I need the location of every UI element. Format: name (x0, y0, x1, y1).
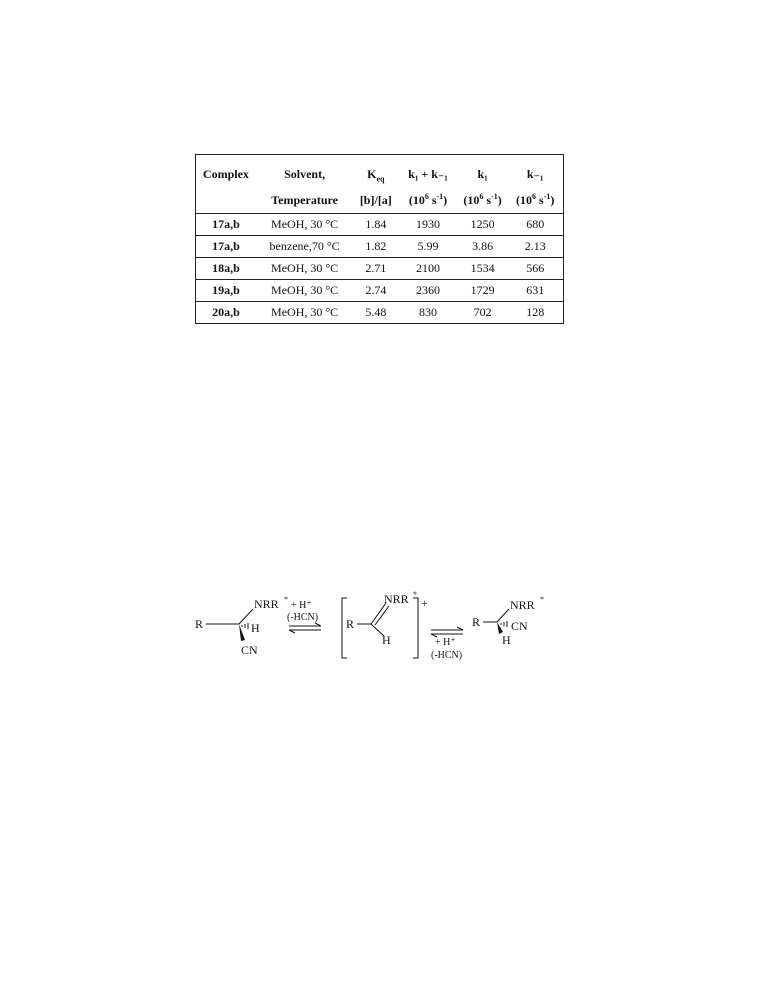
cell-keq: 2.71 (353, 258, 398, 280)
middle-r-label: R (346, 617, 355, 631)
middle-star: * (413, 590, 417, 599)
header-temperature: Temperature (256, 193, 354, 214)
cell-keq: 5.48 (353, 302, 398, 324)
cell-km1: 128 (507, 302, 563, 324)
equilibrium-arrow-2 (431, 627, 463, 661)
reaction-scheme (195, 588, 575, 668)
cell-complex: 20a,b (196, 302, 256, 324)
header-k1: k₁ (477, 166, 488, 181)
left-molecule (195, 595, 288, 657)
cell-solvent: MeOH, 30 °C (256, 302, 354, 324)
header-km1: k₋₁ (526, 166, 544, 181)
cell-complex: 18a,b (196, 258, 256, 280)
cell-ksum: 830 (398, 302, 458, 324)
cell-km1: 566 (507, 258, 563, 280)
arrow2-bottom-label: (-HCN) (431, 650, 463, 661)
table-row (196, 280, 564, 302)
cell-keq: 2.74 (353, 280, 398, 302)
table-row (196, 258, 564, 280)
arrow1-bottom-label: (-HCN) (287, 612, 319, 623)
left-cn-label: CN (241, 643, 258, 657)
header-complex: Complex (196, 155, 256, 214)
table-row (196, 214, 564, 236)
cell-solvent: benzene,70 °C (256, 236, 354, 258)
cell-ksum: 5.99 (398, 236, 458, 258)
header-ksum: k₁ + k₋₁ (408, 166, 448, 181)
cell-complex: 17a,b (196, 214, 256, 236)
header-keq: $K_{eq}$ (367, 166, 385, 183)
table-body (196, 214, 564, 324)
right-nrr-label: NRR (510, 598, 535, 612)
cell-complex: 17a,b (196, 236, 256, 258)
left-hash-bond (242, 623, 248, 629)
cell-keq: 1.82 (353, 236, 398, 258)
equilibrium-arrow-1 (287, 600, 321, 633)
table-row (196, 302, 564, 324)
cell-complex: 19a,b (196, 280, 256, 302)
arrow2-top-label: + H⁺ (435, 637, 456, 648)
cell-km1: 680 (507, 214, 563, 236)
left-r-label: R (195, 617, 204, 631)
cell-k1: 1534 (458, 258, 508, 280)
right-cn-label: CN (511, 619, 528, 633)
cell-solvent: MeOH, 30 °C (256, 214, 354, 236)
left-star: * (284, 595, 288, 604)
header-k1-unit: ($10^6$ $s^{-1}$) (458, 193, 508, 214)
cell-solvent: MeOH, 30 °C (256, 280, 354, 302)
right-bracket (413, 598, 418, 658)
table-row (196, 236, 564, 258)
arrow1-top-label: + H⁺ (291, 600, 312, 611)
middle-h-label: H (382, 633, 391, 647)
middle-nrr-label: NRR (384, 592, 409, 606)
cell-ksum: 2360 (398, 280, 458, 302)
right-star: * (540, 595, 544, 604)
right-molecule (472, 595, 544, 647)
cell-keq: 1.84 (353, 214, 398, 236)
right-hash-bond (501, 621, 507, 627)
cell-k1: 702 (458, 302, 508, 324)
left-nrr-label: NRR (254, 597, 279, 611)
kinetics-table (195, 154, 564, 324)
cell-solvent: MeOH, 30 °C (256, 258, 354, 280)
right-h-label: H (502, 633, 511, 647)
cell-ksum: 1930 (398, 214, 458, 236)
cell-k1: 3.86 (458, 236, 508, 258)
middle-charge: + (421, 596, 428, 610)
cell-k1: 1250 (458, 214, 508, 236)
cell-k1: 1729 (458, 280, 508, 302)
header-solvent: Solvent, (284, 166, 326, 181)
header-row-1 (196, 155, 564, 194)
left-h-label: H (251, 621, 260, 635)
header-ksum-unit: ($10^6$ $s^{-1}$) (398, 193, 458, 214)
right-r-label: R (472, 615, 481, 629)
cell-km1: 2.13 (507, 236, 563, 258)
header-keq-unit: [b]/[a] (353, 193, 398, 214)
header-km1-unit: ($10^6$ $s^{-1}$) (507, 193, 563, 214)
middle-iminium (342, 590, 428, 658)
right-n-bond (497, 609, 509, 622)
cell-km1: 631 (507, 280, 563, 302)
cell-ksum: 2100 (398, 258, 458, 280)
